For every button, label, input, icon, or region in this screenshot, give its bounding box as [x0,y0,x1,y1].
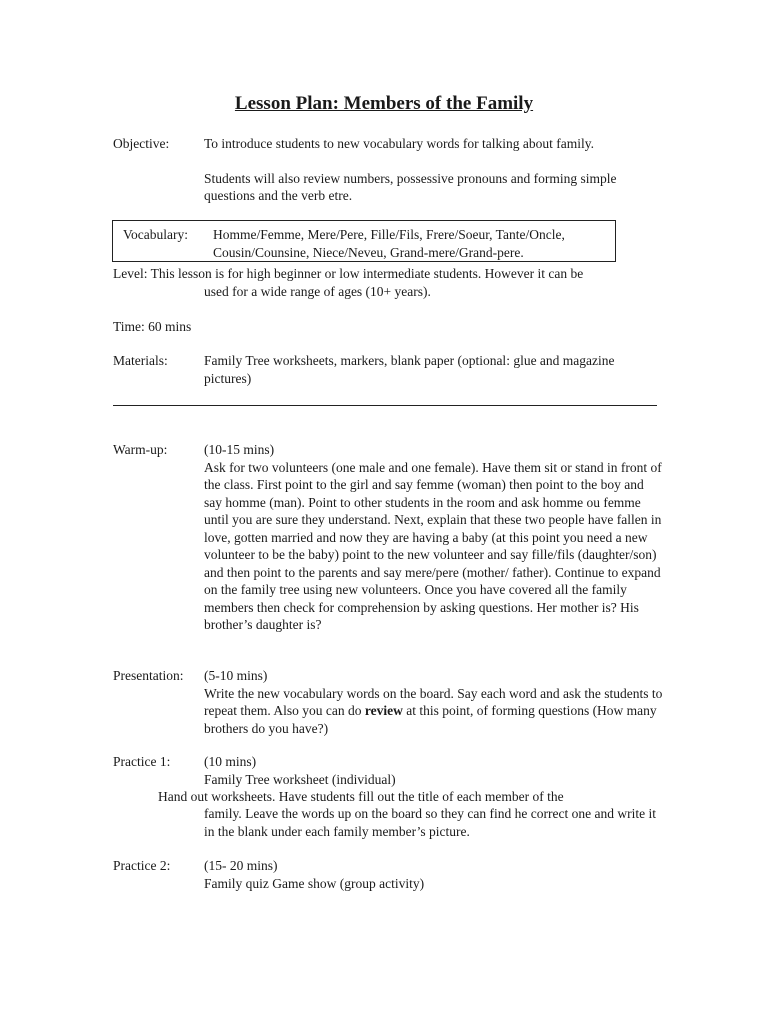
presentation-text-after: at this point, of forming questions (How many brothers do you have?) [204,703,657,736]
materials-label: Materials: [113,353,168,368]
warmup-duration: (10-15 mins) [204,442,275,457]
presentation-label: Presentation: [113,668,184,683]
presentation-duration: (5-10 mins) [204,668,268,683]
vocabulary-words [213,226,613,261]
section-divider [113,405,657,406]
vocabulary-label: Vocabulary: [123,227,188,242]
level-line-2: used for a wide range of ages (10+ years). [204,284,431,299]
objective-label: Objective: [113,136,170,151]
practice1-label: Practice 1: [113,754,171,769]
presentation-text-before: Write the new vocabulary words on the board. Say each word and ask the students to repeat them. Also you can do [204,685,663,718]
objective-line-2: Students will also review numbers, possessive pronouns and forming simple questions and the verb etre. [204,170,617,203]
practice2-duration: (15- 20 mins) [204,858,278,873]
practice1-text-rest: family. Leave the words up on the board so they can find he correct one and write it in the blank under each family member’s picture. [204,806,656,839]
presentation-text-bold: review [364,703,403,718]
objective-content [204,135,664,205]
practice2-content [204,857,664,892]
warmup-label: Warm-up: [113,442,168,457]
level-line-1: Level: This lesson is for high beginner or low intermediate students. However it can be [113,266,584,281]
warmup-content [204,441,664,634]
vocabulary-line-2: Cousin/Counsine, Niece/Neveu, Grand-mere/Grand-pere. [213,244,524,260]
page-title: Lesson Plan: Members of the Family [234,93,534,114]
materials-text: Family Tree worksheets, markers, blank paper (optional: glue and magazine pictures) [204,353,615,386]
practice1-text-line-1: Hand out worksheets. Have students fill out the title of each member of the [158,789,564,804]
presentation-text [204,685,664,738]
practice1-content [204,753,664,788]
practice1-activity: Family Tree worksheet (individual) [204,771,396,787]
presentation-content [204,667,664,737]
practice2-label: Practice 2: [113,858,171,873]
practice1-duration: (10 mins) [204,754,257,769]
vocabulary-line-1: Homme/Femme, Mere/Pere, Fille/Fils, Frere/Soeur, Tante/Oncle, [213,227,565,242]
objective-line-1: To introduce students to new vocabulary words for talking about family. [204,136,594,151]
warmup-text: Ask for two volunteers (one male and one female). Have them sit or stand in front of the class. First point to the girl and say femme (woman) then point to the boy and say homme (man). Point to other students in the room and ask homme ou femme until you are sure they understand. Next, explain that these two people have fallen in love, gotten married and now they are having a baby (at this point you need a new volunteer to be the baby) point to the new volunteer and say fille/fils (daughter/son) and then point to the parents and say mere/pere (mother/ father). Continue to expand on the family tree using new volunteers. Once you have covered all the family members then check for comprehension by asking questions. Her mother is? His brother’s daughter is? [204,459,662,632]
time-text: Time: 60 mins [113,319,192,334]
vocabulary-box [112,220,616,262]
practice2-activity: Family quiz Game show (group activity) [204,875,425,891]
